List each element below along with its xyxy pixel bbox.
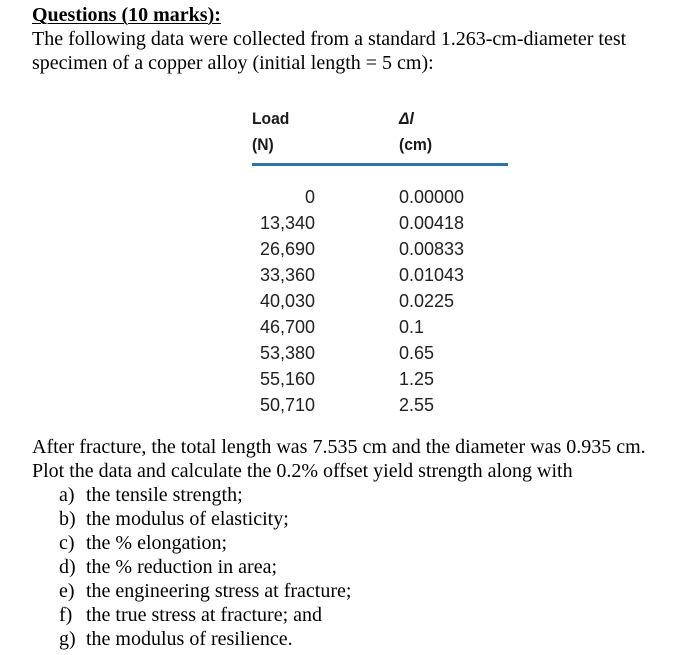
item-text: the engineering stress at fracture;: [86, 580, 352, 602]
list-item: [59, 627, 351, 651]
list-item: [59, 531, 351, 555]
question-title: Questions (10 marks):: [32, 4, 221, 26]
after-fracture-line: After fracture, the total length was 7.535 cm and the diameter was 0.935 cm.: [32, 436, 646, 458]
task-list: [59, 483, 351, 651]
item-label: c): [59, 532, 75, 554]
item-label: d): [59, 556, 76, 578]
list-item: [59, 507, 351, 531]
delta-length-column: [399, 184, 464, 418]
delta-length-cell: 0.0225: [399, 291, 455, 311]
instruction-line: Plot the data and calculate the 0.2% offset yield strength along with: [32, 460, 573, 482]
load-column: [222, 184, 315, 418]
item-text: the % reduction in area;: [86, 556, 278, 578]
item-label: f): [59, 604, 73, 626]
delta-length-cell: 0.1: [399, 317, 425, 337]
item-text: the modulus of elasticity;: [86, 508, 289, 530]
item-label: a): [59, 484, 75, 506]
load-cell: 55,160: [259, 369, 315, 389]
list-item: [59, 555, 351, 579]
item-label: b): [59, 508, 76, 530]
item-text: the % elongation;: [86, 532, 228, 554]
load-cell: 53,380: [259, 343, 315, 363]
load-cell: 26,690: [259, 239, 315, 259]
delta-length-cell: 2.55: [399, 395, 435, 415]
item-text: the modulus of resilience.: [86, 628, 293, 650]
delta-length-unit-header: (cm): [399, 135, 433, 154]
item-text: the tensile strength;: [86, 484, 243, 506]
item-text: the true stress at fracture; and: [86, 604, 323, 626]
delta-length-cell: 1.25: [399, 369, 435, 389]
list-item: [59, 483, 351, 507]
item-label: g): [59, 628, 76, 650]
intro-line-2: specimen of a copper alloy (initial length = 5 cm):: [32, 52, 434, 74]
load-cell: 50,710: [259, 395, 315, 415]
load-header: Load: [252, 109, 290, 128]
load-cell: 0: [304, 187, 315, 207]
delta-length-cell: 0.01043: [399, 265, 465, 285]
delta-length-cell: 0.00418: [399, 213, 465, 233]
load-cell: 13,340: [259, 213, 315, 233]
list-item: [59, 603, 351, 627]
delta-length-cell: 0.00833: [399, 239, 465, 259]
load-cell: 46,700: [259, 317, 315, 337]
table-header-rule: [252, 163, 508, 166]
load-cell: 33,360: [259, 265, 315, 285]
load-unit-header: (N): [252, 135, 274, 154]
item-label: e): [59, 580, 75, 602]
delta-length-header: Δl: [399, 109, 414, 128]
list-item: [59, 579, 351, 603]
delta-length-cell: 0.00000: [399, 187, 465, 207]
delta-length-cell: 0.65: [399, 343, 435, 363]
load-cell: 40,030: [259, 291, 315, 311]
intro-line-1: The following data were collected from a standard 1.263-cm-diameter test: [32, 28, 627, 50]
